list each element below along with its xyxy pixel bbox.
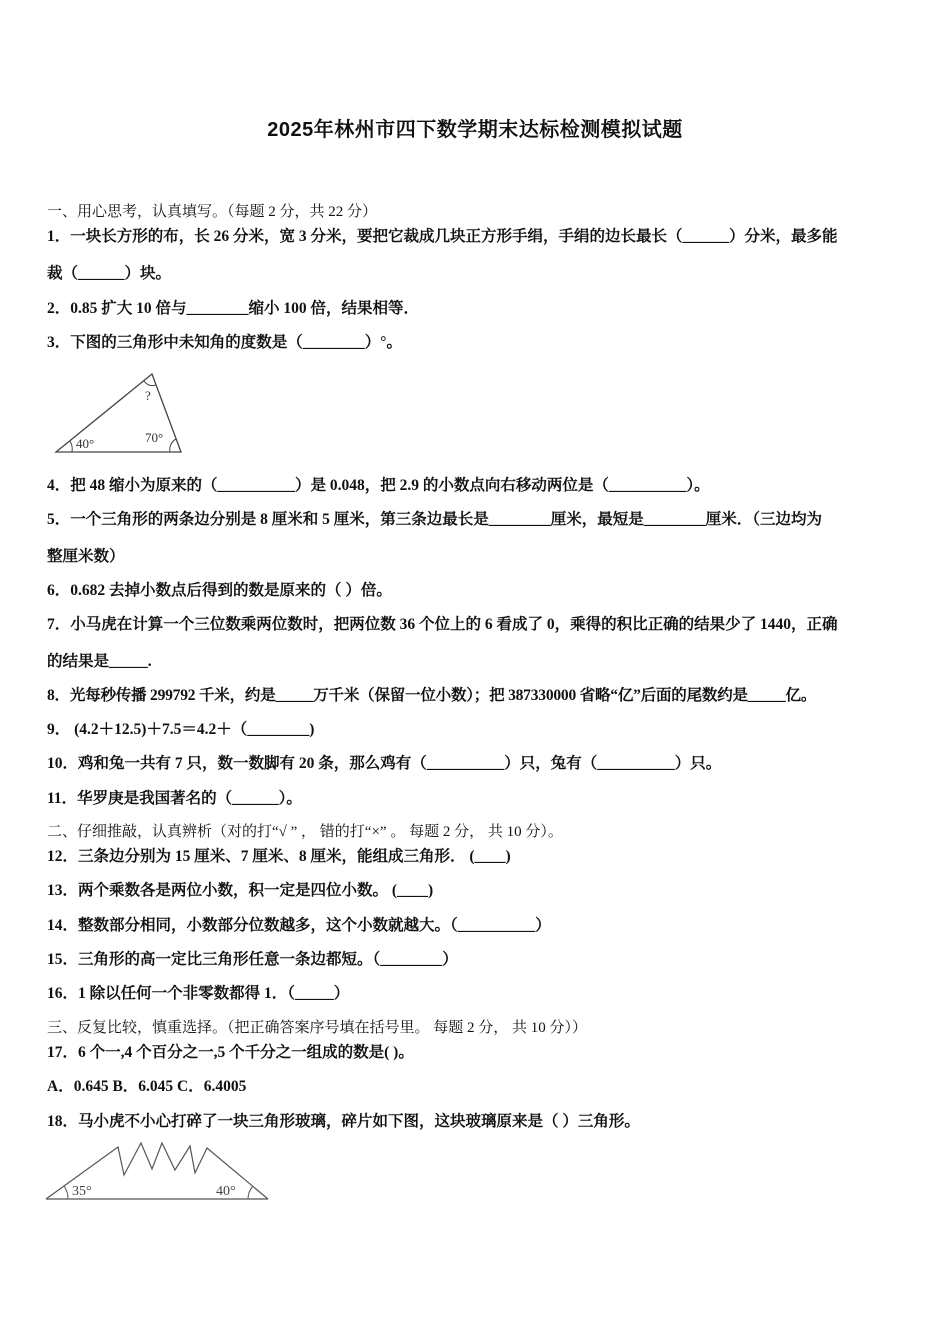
question-4: 4．把 48 缩小为原来的（__________）是 0.048，把 2.9 的小数点向右移动两位是（__________）。 [47, 477, 710, 494]
question-10: 10．鸡和兔一共有 7 只，数一数脚有 20 条，那么鸡有（__________）只，兔有（__________）只。 [47, 755, 722, 772]
question-11: 11．华罗庚是我国著名的（______）。 [47, 790, 302, 807]
angle-arc-left [64, 1186, 68, 1199]
question-9: 9． (4.2＋12.5)＋7.5＝4.2＋（________) [47, 721, 315, 738]
triangle-figure-q3 [50, 368, 190, 458]
angle-label-right: 40° [216, 1184, 236, 1199]
question-3: 3．下图的三角形中未知角的度数是（________）°。 [47, 334, 402, 351]
question-5-line-2: 整厘米数） [47, 548, 125, 565]
page-title: 2025年林州市四下数学期末达标检测模拟试题 [267, 119, 683, 141]
angle-label-left: 35° [72, 1184, 92, 1199]
question-8: 8．光每秒传播 299792 千米，约是_____万千米（保留一位小数）；把 387330000 省略“亿”后面的尾数约是_____亿。 [47, 687, 817, 704]
question-17: 17．6 个一,4 个百分之一,5 个千分之一组成的数是( )。 [47, 1044, 414, 1061]
question-7-line-1: 7．小马虎在计算一个三位数乘两位数时，把两位数 36 个位上的 6 看成了 0，乘得的积比正确的结果少了 1440，正确 [47, 616, 838, 633]
question-13: 13．两个乘数各是两位小数，积一定是四位小数。 (____) [47, 882, 434, 899]
question-14: 14．整数部分相同，小数部分位数越多，这个小数就越大。（__________） [47, 917, 551, 934]
section-1-heading: 一、用心思考，认真填写。（每题 2 分，共 22 分） [47, 204, 378, 220]
angle-arc-left [70, 441, 72, 452]
question-16: 16．1 除以任何一个非零数都得 1．（_____） [47, 985, 350, 1002]
angle-arc-right [170, 439, 176, 452]
question-7-line-2: 的结果是_____. [47, 653, 152, 670]
question-5-line-1: 5．一个三角形的两条边分别是 8 厘米和 5 厘米，第三条边最长是________厘米，最短是________厘米．（三边均为 [47, 511, 823, 528]
question-15: 15．三角形的高一定比三角形任意一条边都短。（________） [47, 951, 458, 968]
angle-label-left: 40° [76, 436, 95, 451]
section-3-heading: 三、反复比较，慎重选择。（把正确答案序号填在括号里。 每题 2 分， 共 10 分）） [47, 1020, 588, 1036]
question-1-line-1: 1．一块长方形的布，长 26 分米，宽 3 分米，要把它裁成几块正方形手绢，手绢的边长最长（______）分米，最多能 [47, 228, 838, 245]
angle-label-unknown: ? [145, 388, 151, 403]
angle-arc-right [248, 1186, 253, 1199]
question-12: 12．三条边分别为 15 厘米、7 厘米、8 厘米，能组成三角形． (____) [47, 848, 511, 865]
question-2: 2．0.85 扩大 10 倍与________缩小 100 倍，结果相等． [47, 300, 420, 317]
section-2-heading: 二、仔细推敲，认真辨析（对的打“√ ” ， 错的打“×” 。 每题 2 分， 共 10 分）。 [47, 824, 563, 840]
angle-label-right: 70° [145, 430, 164, 445]
question-6: 6．0.682 去掉小数点后得到的数是原来的（ ）倍。 [47, 582, 392, 599]
question-17-options: A．0.645 B．6.045 C．6.4005 [47, 1078, 247, 1095]
question-1-line-2: 裁（______）块。 [47, 265, 172, 282]
question-18: 18．马小虎不小心打碎了一块三角形玻璃，碎片如下图，这块玻璃原来是（ ）三角形。 [47, 1113, 640, 1130]
broken-glass-figure-q18 [44, 1140, 272, 1202]
